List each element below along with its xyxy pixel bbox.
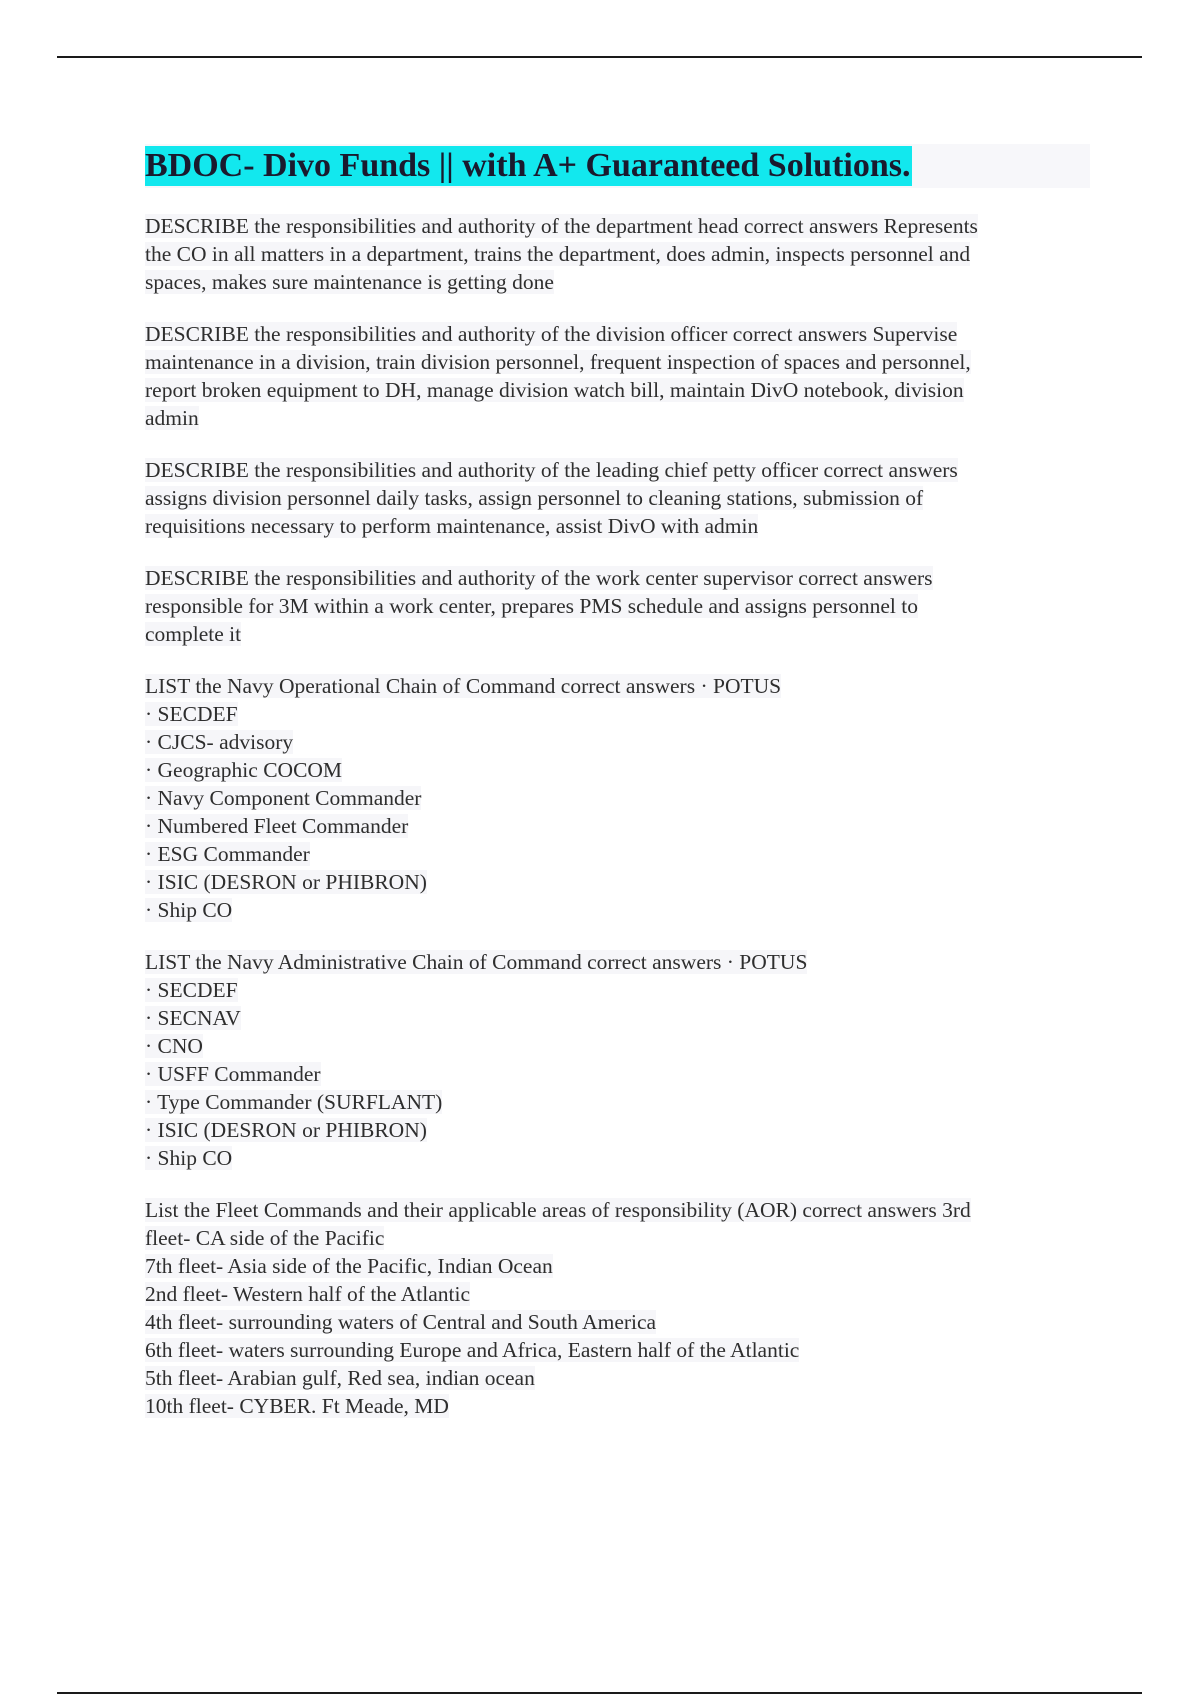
qa-line: · ISIC (DESRON or PHIBRON) [145, 870, 427, 894]
qa-leading-chief-petty-officer [145, 456, 1090, 540]
qa-line: · CNO [145, 1034, 203, 1058]
document-title: BDOC- Divo Funds || with A+ Guaranteed Solutions. [145, 147, 911, 184]
qa-line: 4th fleet- surrounding waters of Central and South America [145, 1310, 657, 1334]
qa-line: report broken equipment to DH, manage division watch bill, maintain DivO notebook, division [145, 378, 964, 402]
qa-line: · Ship CO [145, 898, 233, 922]
qa-line: DESCRIBE the responsibilities and authority of the leading chief petty officer correct answers [145, 458, 958, 482]
qa-line: DESCRIBE the responsibilities and authority of the division officer correct answers Supervise [145, 322, 958, 346]
qa-line: 2nd fleet- Western half of the Atlantic [145, 1282, 471, 1306]
qa-line: · ISIC (DESRON or PHIBRON) [145, 1118, 427, 1142]
qa-line: complete it [145, 622, 242, 646]
qa-line: maintenance in a division, train division personnel, frequent inspection of spaces and personnel, [145, 350, 971, 374]
qa-line: · Ship CO [145, 1146, 233, 1170]
qa-line: · SECNAV [145, 1006, 241, 1030]
qa-line: 7th fleet- Asia side of the Pacific, Indian Ocean [145, 1254, 553, 1278]
qa-line: admin [145, 406, 199, 430]
qa-line: DESCRIBE the responsibilities and authority of the department head correct answers Represents [145, 214, 978, 238]
qa-administrative-chain-of-command [145, 948, 1090, 1172]
qa-line: · Navy Component Commander [145, 786, 422, 810]
qa-line: assigns division personnel daily tasks, assign personnel to cleaning stations, submission of [145, 486, 924, 510]
qa-operational-chain-of-command [145, 672, 1090, 924]
qa-line: · Type Commander (SURFLANT) [145, 1090, 443, 1114]
title-band [145, 144, 1090, 188]
qa-line: DESCRIBE the responsibilities and authority of the work center supervisor correct answers [145, 566, 933, 590]
qa-line: spaces, makes sure maintenance is getting done [145, 270, 554, 294]
qa-division-officer [145, 320, 1090, 432]
qa-line: fleet- CA side of the Pacific [145, 1226, 385, 1250]
qa-line: · Geographic COCOM [145, 758, 343, 782]
qa-line: · SECDEF [145, 702, 238, 726]
qa-line: 10th fleet- CYBER. Ft Meade, MD [145, 1394, 449, 1418]
qa-line: · SECDEF [145, 978, 238, 1002]
bottom-rule [57, 1692, 1142, 1694]
qa-line: responsible for 3M within a work center, prepares PMS schedule and assigns personnel to [145, 594, 918, 618]
qa-line: LIST the Navy Operational Chain of Command correct answers · POTUS [145, 674, 782, 698]
qa-line: 5th fleet- Arabian gulf, Red sea, indian ocean [145, 1366, 535, 1390]
qa-line: · ESG Commander [145, 842, 310, 866]
qa-line: · USFF Commander [145, 1062, 321, 1086]
qa-line: the CO in all matters in a department, trains the department, does admin, inspects personnel and [145, 242, 971, 266]
qa-work-center-supervisor [145, 564, 1090, 648]
qa-line: requisitions necessary to perform maintenance, assist DivO with admin [145, 514, 759, 538]
top-rule [57, 56, 1142, 58]
qa-line: 6th fleet- waters surrounding Europe and Africa, Eastern half of the Atlantic [145, 1338, 800, 1362]
qa-line: · Numbered Fleet Commander [145, 814, 409, 838]
qa-line: · CJCS- advisory [145, 730, 294, 754]
qa-line: List the Fleet Commands and their applicable areas of responsibility (AOR) correct answers 3rd [145, 1198, 971, 1222]
qa-department-head [145, 212, 1090, 296]
qa-fleet-commands-aor [145, 1196, 1090, 1420]
document-body [145, 144, 1090, 1420]
qa-line: LIST the Navy Administrative Chain of Command correct answers · POTUS [145, 950, 808, 974]
